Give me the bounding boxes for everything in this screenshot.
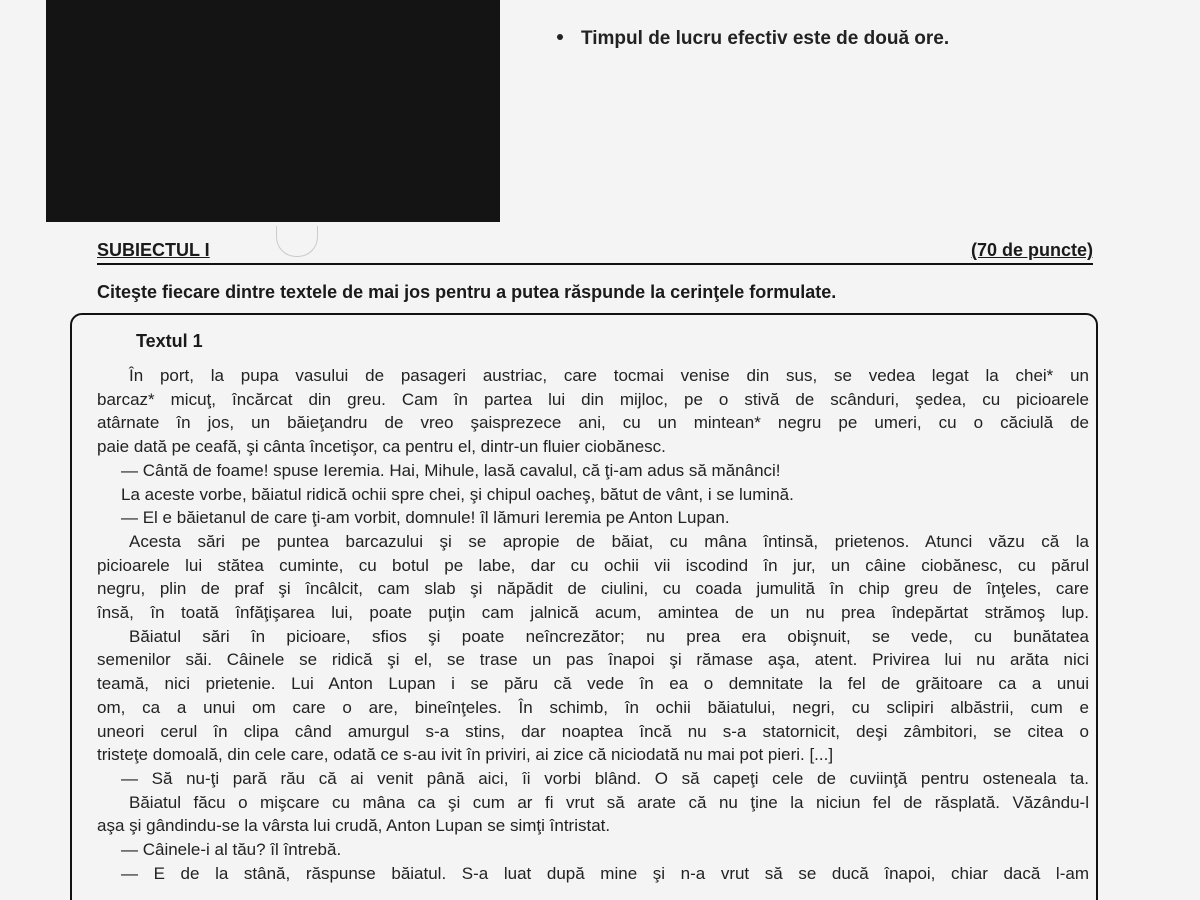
passage-line: barcaz* micuţ, încărcat din greu. Cam în partea lui din mijloc, pe o stivă de scânduri, şedea, cu picioarele	[97, 389, 1089, 409]
passage-line: Băiatul sări în picioare, sfios şi poate neîncrezător; nu prea era obişnuit, se vede, cu bunătatea	[129, 626, 1089, 646]
exam-rule-time-text: Timpul de lucru efectiv este de două ore.	[581, 28, 950, 49]
subject-points: (70 de puncte)	[970, 240, 1093, 260]
bullet-icon	[557, 34, 563, 40]
passage	[97, 364, 1089, 885]
passage-line: Băiatul făcu o mişcare cu mâna ca şi cum ar fi vrut să arate că nu ţine la niciun fel de răsplată. Văzându-l	[129, 792, 1089, 812]
passage-line: însă, în toată înfăţişarea lui, poate puţin cam jalnică acum, amintea de un nu prea îndepărtat strămoş lup.	[97, 603, 1089, 623]
passage-line: negru, plin de praf şi încâlcit, cam slab şi năpădit de ciulini, cu coada jumulită în chip greu de înţeles, care	[97, 579, 1089, 599]
passage-line: teamă, nici prietenie. Lui Anton Lupan i se păru că vede în ea o demnitate la fel de grăitoare ca a unui	[97, 674, 1089, 694]
passage-line: aşa şi gândindu-se la vârsta lui crudă, Anton Lupan se simţi întristat.	[97, 816, 611, 836]
passage-line: — Să nu-ţi pară rău că ai venit până aici, îi vorbi blând. O să capeţi cele de cuviinţă pentru osteneala ta.	[121, 768, 1089, 788]
passage-line: La aceste vorbe, băiatul ridică ochii spre chei, şi chipul oacheş, bătut de vânt, i se lumină.	[121, 484, 794, 504]
passage-line: paie dată pe ceafă, şi cânta încetişor, ca pentru el, dintr-un fluier ciobănesc.	[97, 437, 666, 457]
passage-line: — Câinele-i al tău? îl întrebă.	[121, 840, 342, 860]
passage-line: În port, la pupa vasului de pasageri austriac, care tocmai venise din sus, se vedea legat la chei* un	[129, 366, 1089, 385]
passage-line: tristeţe domoală, din cele care, odată ce s-au ivit în priviri, ai zice că niciodată nu mai pot pieri. [...]	[97, 745, 834, 765]
passage-line: uneori cerul în clipa când amurgul s-a stins, dar noaptea încă nu s-a statornicit, deşi zâmbitori, se citea o	[97, 721, 1089, 741]
passage-line: — E de la stână, răspunse băiatul. S-a luat după mine şi n-a vrut să se ducă înapoi, chiar dacă l-am	[121, 863, 1089, 883]
subject-header	[97, 240, 1093, 265]
passage-line: om, ca a unui om care o are, bineînţeles. În schimb, în ochii băiatului, negri, cu sclipiri albăstrii, cum e	[97, 697, 1089, 717]
passage-line: — El e băietanul de care ţi-am vorbit, domnule! îl lămuri Ieremia pe Anton Lupan.	[121, 508, 730, 528]
passage-line: Acesta sări pe puntea barcazului şi se apropie de băiat, cu mâna întinsă, prietenos. Atunci văzu că la	[129, 531, 1089, 551]
text-label: Textul 1	[136, 331, 203, 351]
passage-line: picioarele lui stătea cuminte, cu botul pe labe, dar cu ochii vii iscodind în jur, un câine ciobănesc, cu părul	[97, 555, 1089, 575]
passage-line: atârnate în jos, un băieţandru de vreo şaisprezece ani, cu un mintean* negru pe umeri, cu o căciulă de	[97, 413, 1089, 433]
passage-line: semenilor săi. Câinele se ridică şi el, se trase un pas înapoi şi rămase aşa, atent. Privirea lui nu arăta nici	[97, 650, 1089, 670]
redacted-block	[46, 0, 500, 222]
passage-line: — Cântă de foame! spuse Ieremia. Hai, Mihule, lasă cavalul, că ţi-am adus să mănânci!	[121, 460, 781, 480]
exam-rule-time	[557, 28, 949, 50]
instruction-text: Citeşte fiecare dintre textele de mai jos pentru a putea răspunde la cerinţele formulate.	[97, 282, 837, 302]
subject-title: SUBIECTUL I	[97, 240, 210, 260]
